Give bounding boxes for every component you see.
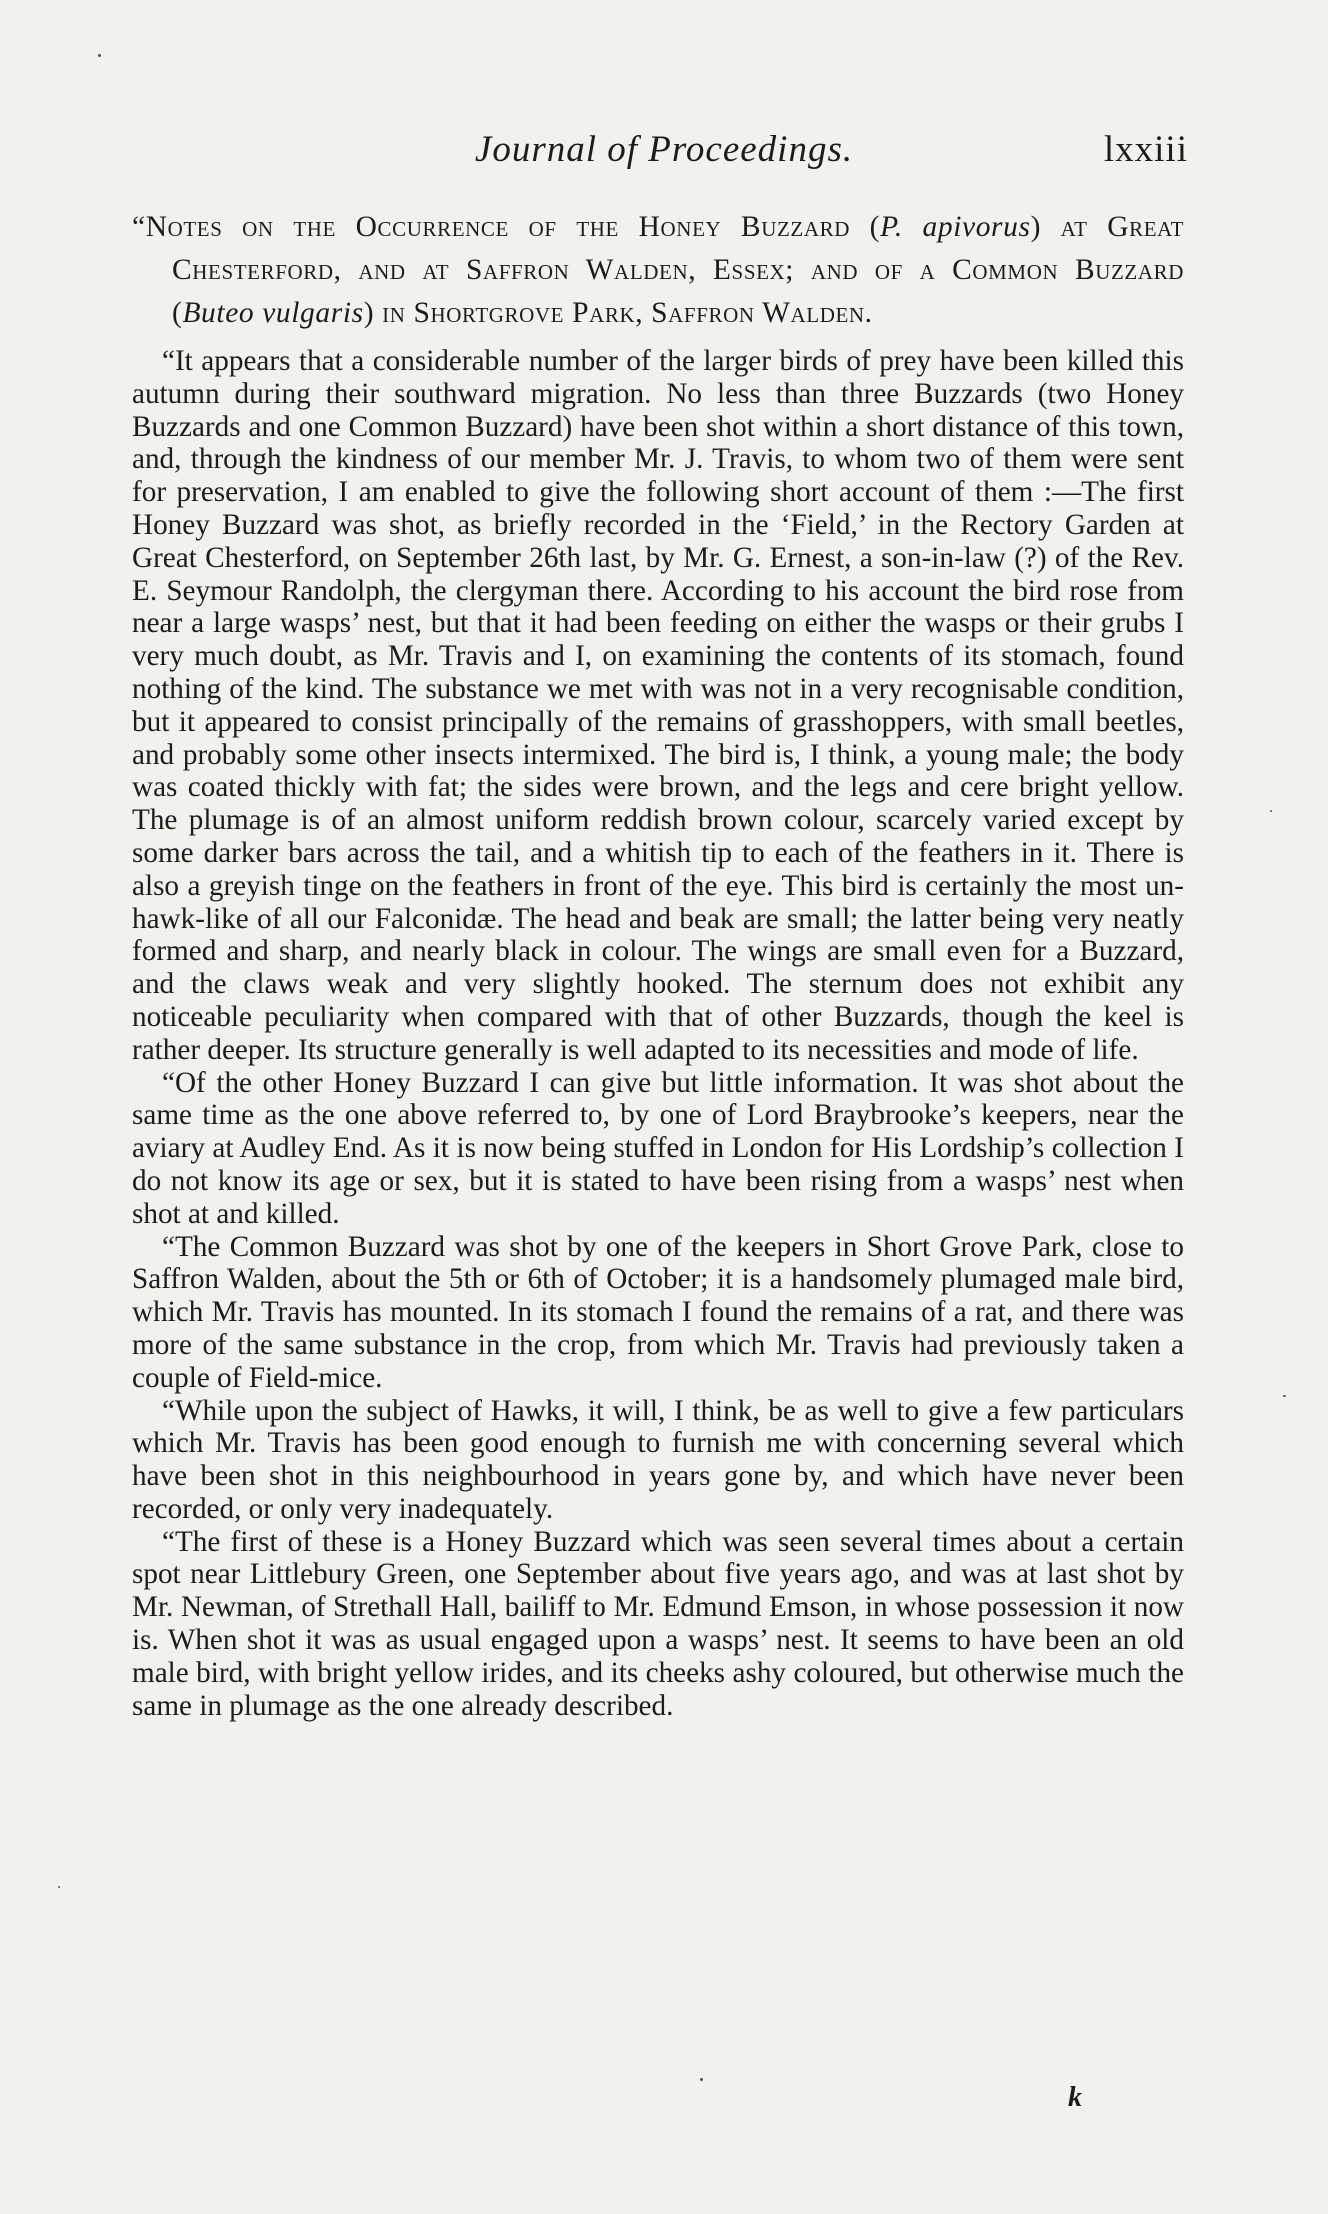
- paper-speck: [98, 54, 101, 57]
- paper-speck: [1270, 810, 1272, 812]
- page-number: lxxiii: [1103, 129, 1188, 170]
- signature-mark: k: [1068, 2082, 1082, 2113]
- heading-part-1: “Notes on the Occurrence of the Honey Buzzard (: [132, 211, 881, 243]
- paper-speck: [1283, 1395, 1286, 1397]
- paragraph-3: “The Common Buzzard was shot by one of the keepers in Short Grove Park, close to Saffron Walden, about the 5th or 6th of October; it is a handsomely plumaged male bird, which Mr. Travis has mounted. In its stomach I found the remains of a rat, and there was more of the same substance in the crop, from which Mr. Travis had previously taken a couple of Field-mice.: [132, 1230, 1184, 1394]
- article-heading: [132, 206, 1184, 335]
- paper-speck: [700, 2078, 703, 2081]
- scientific-name-honey-buzzard: P. apivorus: [880, 211, 1031, 243]
- heading-part-2: ) at Great Chesterford, and at Saffron Walden, Essex; and of a Common Buzzard (: [172, 211, 1185, 329]
- scientific-name-common-buzzard: Buteo vulgaris: [182, 297, 364, 329]
- paragraph-1: “It appears that a considerable number of the larger birds of prey have been killed this autumn during their southward migration. No less than three Buzzards (two Honey Buzzards and one Common Buzzard) have been shot within a short distance of this town, and, through the kindness of our member Mr. J. Travis, to whom two of them were sent for preservation, I am enabled to give the following short account of them :—The first Honey Buzzard was shot, as briefly recorded in the ‘Field,’ in the Rectory Garden at Great Chesterford, on September 26th last, by Mr. G. Ernest, a son-in-law (?) of the Rev. E. Seymour Randolph, the clergyman there. According to his account the bird rose from near a large wasps’ nest, but that it had been feeding on either the wasps or their grubs I very much doubt, as Mr. Travis and I, on examining the contents of its stomach, found nothing of the kind. The substance we met with was not in a very recognisable condition, but it appeared to consist principally of the remains of grasshoppers, with small beetles, and probably some other insects intermixed. The bird is, I think, a young male; the body was coated thickly with fat; the sides were brown, and the legs and cere bright yellow. The plumage is of an almost uniform reddish brown colour, scarcely varied except by some darker bars across the tail, and a whitish tip to each of the feathers in it. There is also a greyish tinge on the feathers in front of the eye. This bird is certainly the most un-hawk-like of all our Falconidæ. The head and beak are small; the latter being very neatly formed and sharp, and nearly black in colour. The wings are small even for a Buzzard, and the claws weak and very slightly hooked. The sternum does not exhibit any noticeable peculiarity when compared with that of other Buzzards, though the keel is rather deeper. Its structure generally is well adapted to its necessities and mode of life.: [132, 345, 1184, 1066]
- paragraph-5: “The first of these is a Honey Buzzard which was seen several times about a certain spot near Littlebury Green, one September about five years ago, and was at last shot by Mr. Newman, of Strethall Hall, bailiff to Mr. Edmund Emson, in whose possession it now is. When shot it was as usual engaged upon a wasps’ nest. It seems to have been an old male bird, with bright yellow irides, and its cheeks ashy coloured, but otherwise much the same in plumage as the one already described.: [132, 1525, 1184, 1722]
- journal-title: Journal of Proceedings.: [474, 129, 854, 170]
- heading-part-3: ) in Shortgrove Park, Saffron Walden.: [363, 297, 873, 329]
- article-body: [132, 206, 1184, 1722]
- paper-speck: [58, 1886, 60, 1888]
- paragraph-2: “Of the other Honey Buzzard I can give but little information. It was shot about the same time as the one above referred to, by one of Lord Braybrooke’s keepers, near the aviary at Audley End. As it is now being stuffed in London for His Lordship’s collection I do not know its age or sex, but it is stated to have been rising from a wasps’ nest when shot at and killed.: [132, 1066, 1184, 1230]
- running-header: [0, 128, 1328, 178]
- paragraph-4: “While upon the subject of Hawks, it will, I think, be as well to give a few particulars which Mr. Travis has been good enough to furnish me with concerning several which have been shot in this neighbourhood in years gone by, and which have never been recorded, or only very inadequately.: [132, 1394, 1184, 1525]
